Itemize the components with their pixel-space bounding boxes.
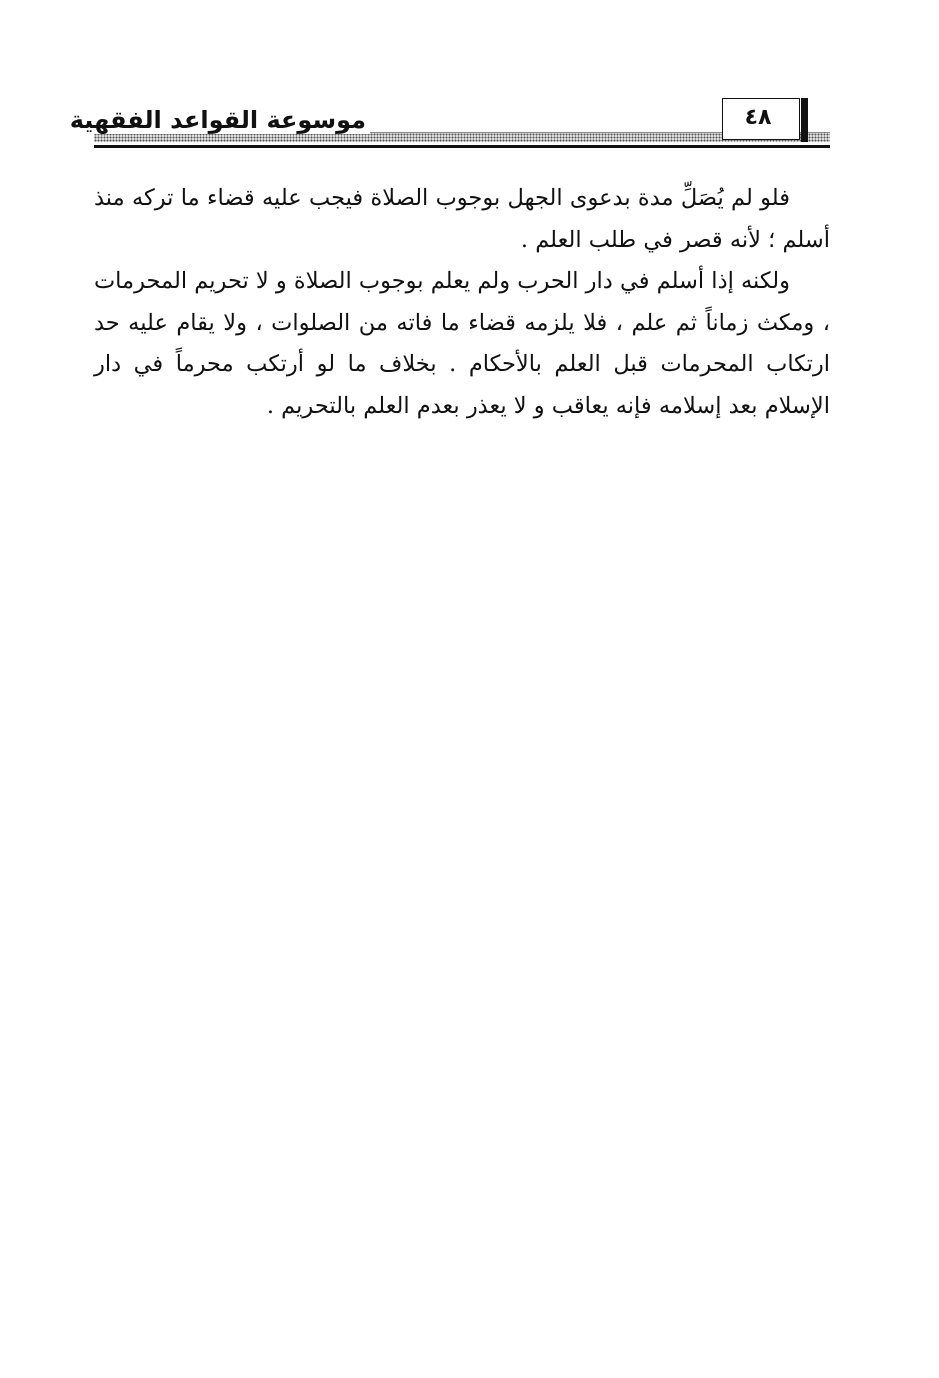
paragraph: ولكنه إذا أسلم في دار الحرب ولم يعلم بوجوب الصلاة و لا تحريم المحرمات ، ومكث زماناً ثم علم ، فلا يلزمه قضاء ما فاته من الصلوات ، ولا يقام عليه حد ارتكاب المحرمات قبل العلم بالأحكام . بخلاف ما لو أرتكب محرماً في دار الإسلام بعد إسلامه فإنه يعاقب و لا يعذر بعدم العلم بالتحريم . xyxy=(94,268,830,419)
page-number-box xyxy=(722,98,800,140)
page-header xyxy=(69,98,830,156)
header-rule xyxy=(94,145,830,148)
book-title: موسوعة القواعد الفقهية xyxy=(66,106,370,134)
page-number: ٤٨ xyxy=(744,105,772,130)
body-text xyxy=(94,178,830,427)
paragraph: فلو لم يُصَلِّ مدة بدعوى الجهل بوجوب الصلاة فيجب عليه قضاء ما تركه منذ أسلم ؛ لأنه قصر في طلب العلم . xyxy=(94,185,830,253)
